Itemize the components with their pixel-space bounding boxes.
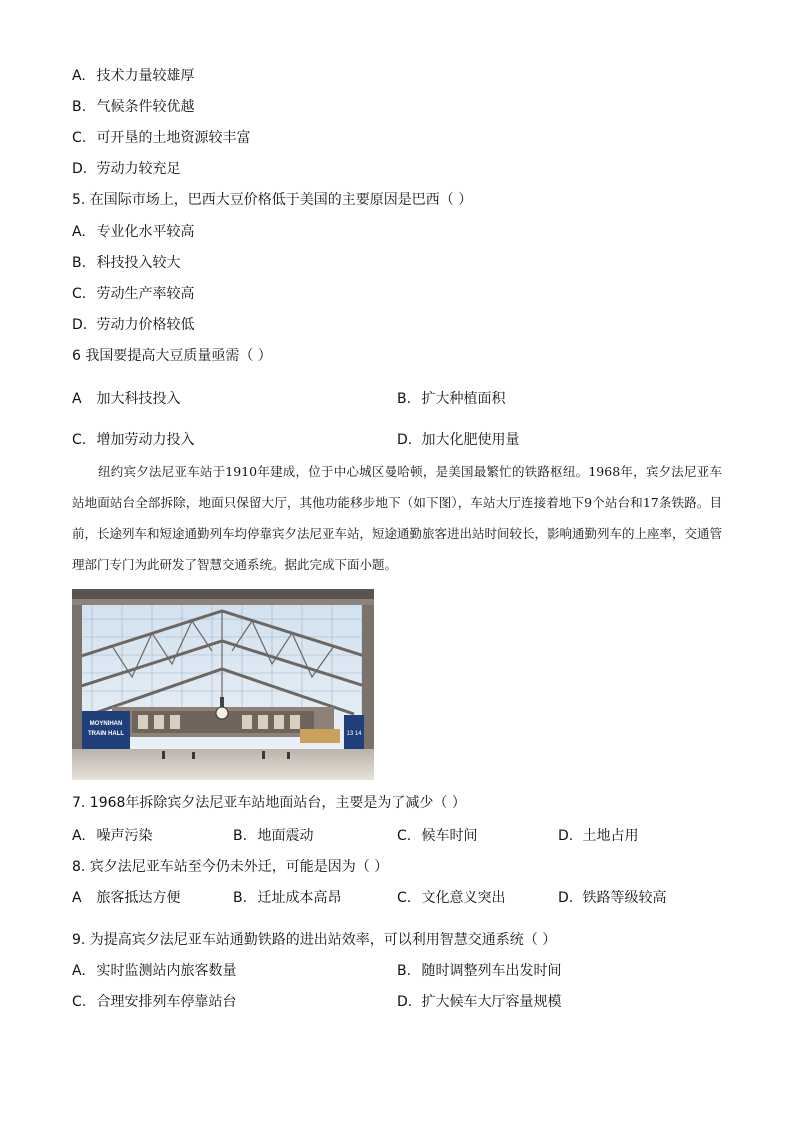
q7-option-b: B. 地面震动 xyxy=(233,828,314,844)
q7-option-d: D. 土地占用 xyxy=(558,828,639,844)
q5-option-b: B. 科技投入较大 xyxy=(72,255,181,271)
q5-option-d: D. 劳动力价格较低 xyxy=(72,317,195,333)
station-hall-illustration xyxy=(72,589,374,780)
q4-option-d: D. 劳动力较充足 xyxy=(72,161,181,177)
sign-line-2: TRAIN HALL xyxy=(88,731,124,737)
q8-option-b: B. 迁址成本高昂 xyxy=(233,890,342,906)
q9-stem: 9. 为提高宾夕法尼亚车站通勤铁路的进出站效率，可以利用智慧交通系统（ ） xyxy=(72,932,557,948)
q5-option-a: A. 专业化水平较高 xyxy=(72,224,195,240)
q4-option-c: C. 可开垦的土地资源较丰富 xyxy=(72,130,251,146)
q5-option-c: C. 劳动生产率较高 xyxy=(72,286,195,302)
station-hall-photo xyxy=(72,589,374,780)
sign-right: 13 14 xyxy=(346,731,362,737)
q6-option-d: D. 加大化肥使用量 xyxy=(397,432,520,448)
q8-option-a: A 旅客抵达方便 xyxy=(72,890,181,906)
q6-stem: 6 我国要提高大豆质量亟需（ ） xyxy=(72,348,272,364)
q9-option-c: C. 合理安排列车停靠站台 xyxy=(72,994,237,1010)
q4-option-a: A. 技术力量较雄厚 xyxy=(72,68,195,84)
q4-option-b: B. 气候条件较优越 xyxy=(72,99,195,115)
q6-option-c: C. 增加劳动力投入 xyxy=(72,432,195,448)
q7-stem: 7. 1968年拆除宾夕法尼亚车站地面站台，主要是为了减少（ ） xyxy=(72,795,466,811)
q6-option-b: B. 扩大种植面积 xyxy=(397,391,506,407)
q9-option-b: B. 随时调整列车出发时间 xyxy=(397,963,562,979)
q9-option-a: A. 实时监测站内旅客数量 xyxy=(72,963,237,979)
q8-option-d: D. 铁路等级较高 xyxy=(558,890,667,906)
q8-stem: 8. 宾夕法尼亚车站至今仍未外迁，可能是因为（ ） xyxy=(72,859,389,875)
q6-option-a: A 加大科技投入 xyxy=(72,391,181,407)
q9-option-d: D. 扩大候车大厅容量规模 xyxy=(397,994,562,1010)
reading-passage xyxy=(72,456,722,580)
q7-option-c: C. 候车时间 xyxy=(397,828,478,844)
passage-text: 纽约宾夕法尼亚车站于1910年建成，位于中心城区曼哈顿，是美国最繁忙的铁路枢纽。1968年，宾夕法尼亚车站地面站台全部拆除，地面只保留大厅，其他功能移步地下（如下图），车站大厅连接着地下9个站台和17条铁路。目前，长途列车和短途通勤列车均停靠宾夕法尼亚车站，短途通勤旅客进出站时间较长，影响通勤列车的上座率，交通管理部门专门为此研发了智慧交通系统。据此完成下面小题。 xyxy=(72,464,723,572)
q7-option-a: A. 噪声污染 xyxy=(72,828,153,844)
q5-stem: 5. 在国际市场上，巴西大豆价格低于美国的主要原因是巴西（ ） xyxy=(72,192,473,208)
q8-option-c: C. 文化意义突出 xyxy=(397,890,506,906)
sign-line-1: MOYNIHAN xyxy=(89,721,123,727)
